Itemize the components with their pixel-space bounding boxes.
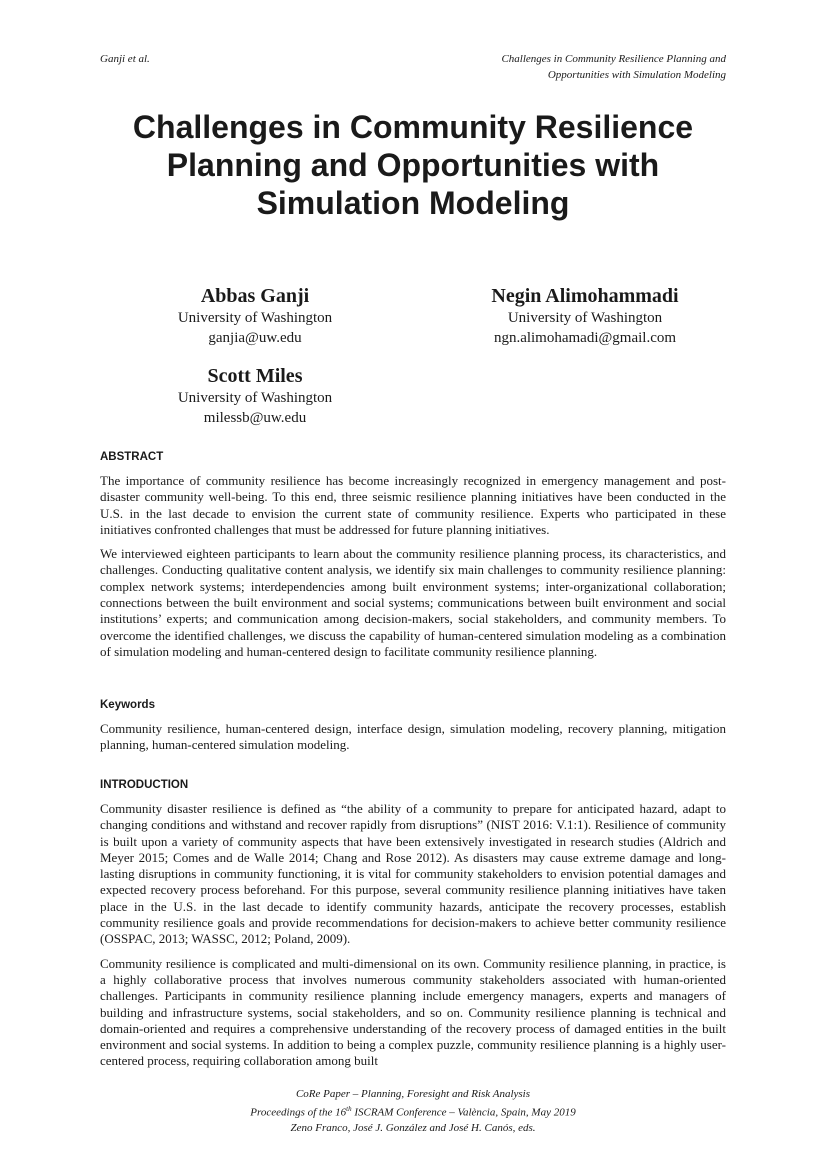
paper-title-line1: Challenges in Community Resilience [132,109,694,145]
footer-line2-pre: Proceedings of the 16 [250,1106,347,1119]
introduction-heading: INTRODUCTION [100,779,189,791]
author-affiliation: University of Washington [177,310,333,326]
running-header-title-line1: Challenges in Community Resilience Planning and [501,53,726,65]
author-name: Scott Miles [207,365,303,387]
paper-title [100,108,726,222]
abstract-paragraph-1: The importance of community resilience has become increasingly recognized in emergency management and post-disaster community well-being. To this end, three seismic resilience planning initiatives have been conducted in the U.S. in the last decade to envision the current state of community resilience. Experts who participated in these initiatives confronted challenges that must be addressed for future planning initiatives. [100,473,726,537]
author-block-alimohammadi [455,284,715,348]
author-name: Negin Alimohammadi [491,285,679,307]
author-email: milessb@uw.edu [203,410,307,426]
author-email: ganjia@uw.edu [208,330,302,346]
page-footer [100,1087,726,1136]
abstract-heading: ABSTRACT [100,451,164,463]
author-block-ganji [155,284,355,348]
footer-line2 [100,1102,726,1121]
footer-line3: Zeno Franco, José J. González and José H. Canós, eds. [290,1121,536,1134]
introduction-paragraph-2: Community resilience is complicated and multi-dimensional on its own. Community resilience planning, in practice, is a highly collaborative process that involves numerous community stakeholders associated with human-oriented challenges. Participants in community resilience planning include emergency managers, experts and managers of building and infrastructure systems, social stakeholders, and so on. Community resilience planning is technical and domain-oriented and requires a comprehensive understanding of the recovery process of damaged entities in the built environment and social systems. In addition to being a complex puzzle, community resilience planning is a highly user-centered process, requiring collaboration among built [100,955,726,1069]
keywords-heading: Keywords [100,699,155,711]
running-header-title-line2: Opportunities with Simulation Modeling [547,69,726,81]
footer-line2-sup: th [346,1105,352,1113]
introduction-section [100,777,726,1078]
footer-line2-post: ISCRAM Conference – València, Spain, May 2019 [351,1106,576,1119]
author-name: Abbas Ganji [200,285,310,307]
author-affiliation: University of Washington [177,390,333,406]
paper-title-line2: Planning and Opportunities with [166,147,660,183]
keywords-section [100,697,726,762]
paper-title-line3: Simulation Modeling [256,185,570,221]
running-header-authors: Ganji et al. [100,53,150,65]
author-block-miles [155,364,355,428]
abstract-paragraph-2: We interviewed eighteen participants to learn about the community resilience planning process, its characteristics, and challenges. Conducting qualitative content analysis, we identify six main challenges to community resilience planning: complex network systems; interdependencies among built environment systems; inter-organizational collaboration; connections between the built environment and social systems; communications between built environment and social institutions’ experts; and communication among decision-makers, social stakeholders, and community members. To overcome the identified challenges, we discuss the capability of human-centered simulation modeling as a combination of simulation modeling and human-centered design to facilitate community resilience planning. [100,546,726,659]
introduction-paragraph-1: Community disaster resilience is defined as “the ability of a community to prepare for anticipated hazard, adapt to changing conditions and withstand and recover rapidly from disruptions” (NIST 2016: V.1:1). Resilience of community is built upon a variety of community aspects that have been extensively investigated in research studies (Aldrich and Meyer 2015; Comes and de Walle 2014; Chang and Rose 2012). As disasters may cause extreme damage and long-lasting disruptions in community functioning, it is vital for community stakeholders to envision potential damages and expected recovery process beforehand. For this purpose, several community resilience planning initiatives have taken place in the U.S. in the last decade to identify community hazards, anticipate the recovery processes, establish community resilience goals and provide recommendations for decision-makers to achieve better community resilience (OSSPAC, 2013; WASSC, 2012; Poland, 2009). [100,801,726,947]
footer-line1: CoRe Paper – Planning, Foresight and Risk Analysis [295,1088,531,1100]
author-email: ngn.alimohamadi@gmail.com [493,330,677,346]
author-affiliation: University of Washington [507,310,663,326]
keywords-text: Community resilience, human-centered design, interface design, simulation modeling, recovery planning, mitigation planning, human-centered simulation modeling. [100,721,726,753]
abstract-section [100,449,726,668]
running-header-title [396,51,726,83]
